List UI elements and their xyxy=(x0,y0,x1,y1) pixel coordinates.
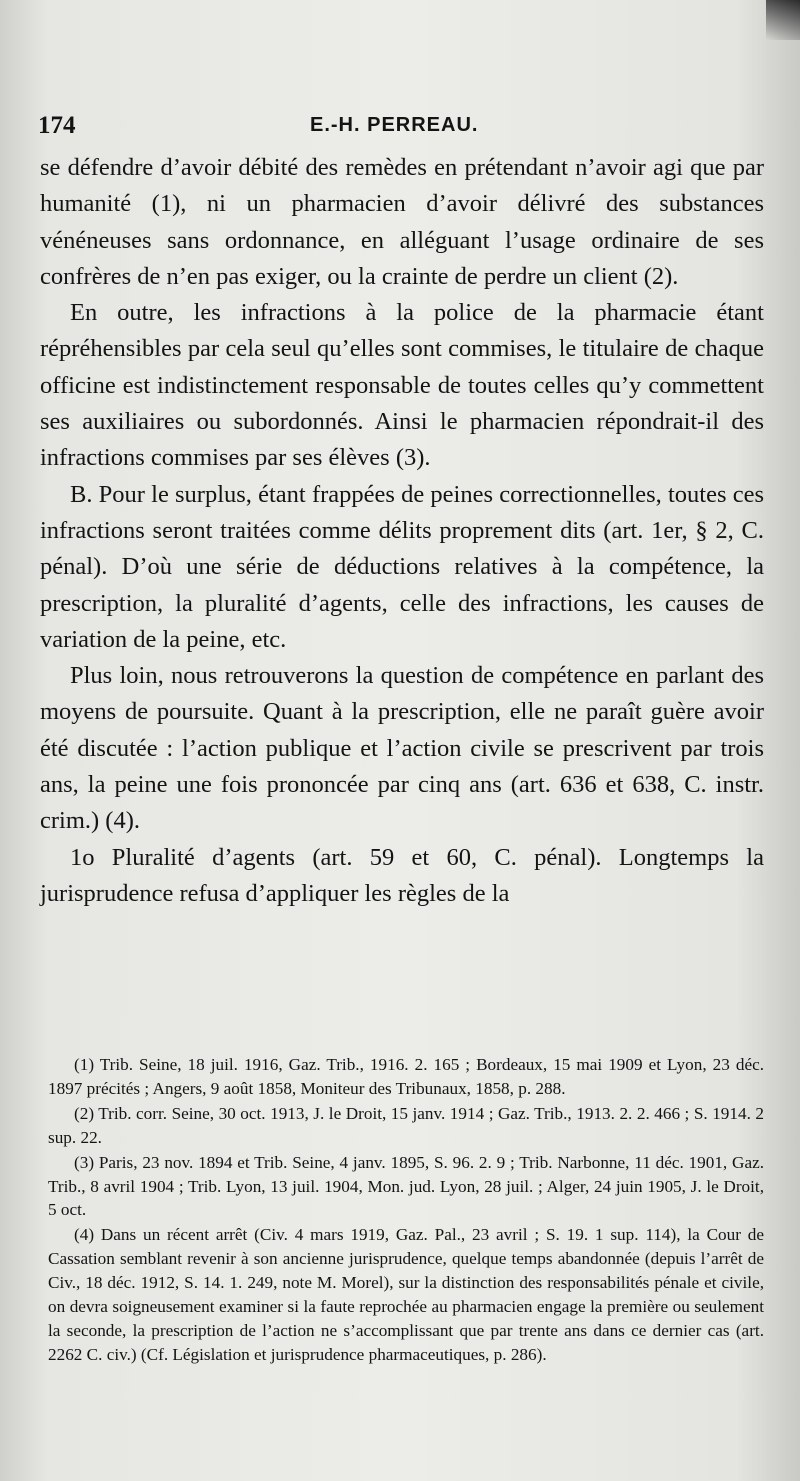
paragraph: En outre, les infractions à la police de la pharmacie étant répréhensibles par cela seul qu’elles sont commises, le titulaire de chaque officine est indistinctement responsable de toutes celles qu’y commettent ses auxiliaires ou subordonnés. Ainsi le pharmacien répondrait-il des infractions commises par ses élèves (3). xyxy=(40,299,764,472)
page-header xyxy=(38,112,760,146)
footnote: (2) Trib. corr. Seine, 30 oct. 1913, J. le Droit, 15 janv. 1914 ; Gaz. Trib., 1913. 2. 2. 466 ; S. 1914. 2 sup. 22. xyxy=(48,1103,764,1147)
page-number: 174 xyxy=(38,112,76,139)
paragraph: Plus loin, nous retrouverons la question de compétence en parlant des moyens de poursuite. Quant à la prescription, elle ne paraît guère avoir été discutée : l’action publique et l’action civile se prescrivent par trois ans, la peine une fois prononcée par cinq ans (art. 636 et 638, C. instr. crim.) (4). xyxy=(40,662,764,835)
footnote: (4) Dans un récent arrêt (Civ. 4 mars 1919, Gaz. Pal., 23 avril ; S. 19. 1 sup. 114), la Cour de Cassation semblant revenir à son ancienne jurisprudence, quelque temps abandonnée (depuis l’arrêt de Civ., 18 déc. 1912, S. 14. 1. 249, note M. Morel), sur la distinction des responsabilités pénale et civile, on devra soigneusement examiner si la faute reprochée au pharmacien engage la première ou seulement la seconde, la prescription de l’action ne s’accomplissant que par trente ans dans ce dernier cas (art. 2262 C. civ.) (Cf. Législation et jurisprudence pharmaceutiques, p. 286). xyxy=(48,1225,764,1364)
body-text xyxy=(40,150,764,912)
running-head: E.-H. PERREAU. xyxy=(310,114,479,136)
page-edge-shadow xyxy=(766,0,800,40)
paragraph: B. Pour le surplus, étant frappées de peines correctionnelles, toutes ces infractions seront traitées comme délits proprement dits (art. 1er, § 2, C. pénal). D’où une série de déductions relatives à la compétence, la prescription, la pluralité d’agents, celle des infractions, les causes de variation de la peine, etc. xyxy=(40,480,764,653)
footnote: (3) Paris, 23 nov. 1894 et Trib. Seine, 4 janv. 1895, S. 96. 2. 9 ; Trib. Narbonne, 11 déc. 1901, Gaz. Trib., 8 avril 1904 ; Trib. Lyon, 13 juil. 1904, Mon. jud. Lyon, 28 juil. ; Alger, 24 juin 1905, J. le Droit, 5 oct. xyxy=(48,1152,764,1220)
footnote: (1) Trib. Seine, 18 juil. 1916, Gaz. Trib., 1916. 2. 165 ; Bordeaux, 15 mai 1909 et Lyon, 23 déc. 1897 précités ; Angers, 9 août 1858, Moniteur des Tribunaux, 1858, p. 288. xyxy=(48,1055,764,1098)
paragraph: se défendre d’avoir débité des remèdes en prétendant n’avoir agi que par humanité (1), ni un pharmacien d’avoir délivré des substances vénéneuses sans ordonnance, en alléguant l’usage ordinaire de ses confrères de n’en pas exiger, ou la crainte de perdre un client (2). xyxy=(40,154,764,290)
paragraph: 1o Pluralité d’agents (art. 59 et 60, C. pénal). Longtemps la jurisprudence refusa d’appliquer les règles de la xyxy=(40,843,764,907)
footnotes xyxy=(48,1053,764,1368)
